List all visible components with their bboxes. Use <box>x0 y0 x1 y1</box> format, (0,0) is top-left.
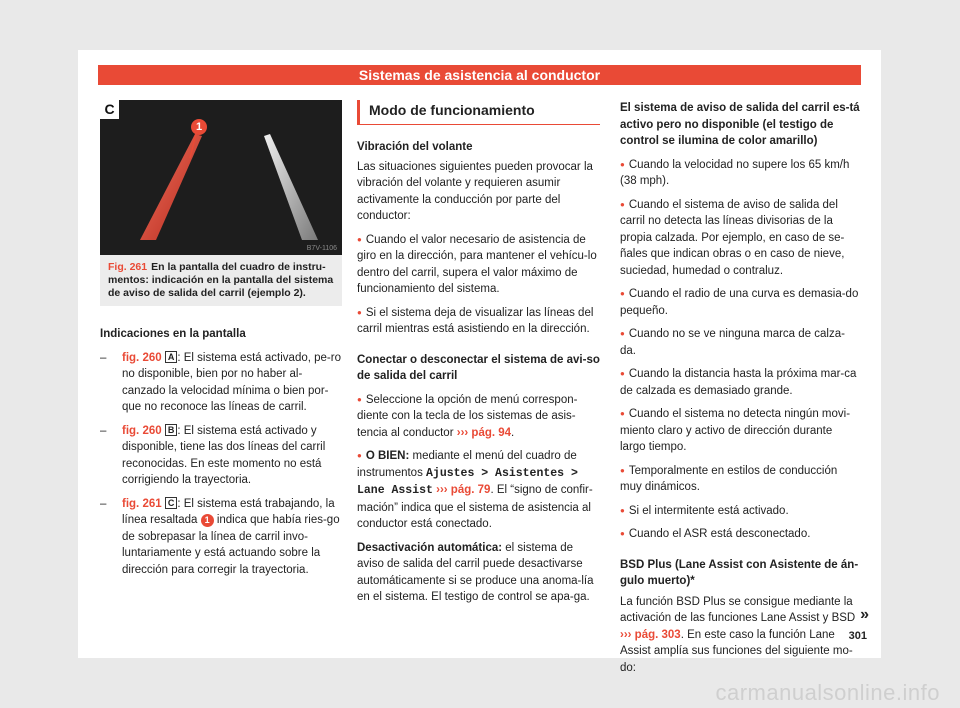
paragraph-text: el sistema de aviso de salida del carril puede desactivarse automáticamente si se produce una anoma-lía en el sistema. El testigo de control se apa-ga. <box>357 541 594 603</box>
indications-heading: Indicaciones en la pantalla <box>100 328 246 340</box>
bullet-item: ● Cuando el ASR está desconectado. <box>620 526 860 543</box>
indication-item <box>100 350 342 416</box>
bullet-item: ● Cuando el radio de una curva es demasia-do pequeño. <box>620 286 860 319</box>
figure-code: B7V-1106 <box>306 245 337 252</box>
figure-label-box: C <box>165 497 178 509</box>
watermark: carmanualsonline.info <box>715 680 940 705</box>
page-header: Sistemas de asistencia al conductor <box>98 65 861 85</box>
indication-item <box>100 423 342 489</box>
paragraph: Las situaciones siguientes pueden provocar la vibración del volante y requieren asumir activamente la conducción por parte del conductor: <box>357 160 593 222</box>
menu-path: Ajustes > Asistentes > Lane Assist <box>357 466 578 497</box>
bullet-text: mediante el menú del cuadro de instrumentos <box>357 450 577 479</box>
continued-marker: » <box>860 606 869 623</box>
figure-link[interactable]: fig. 260 <box>122 424 162 437</box>
bullet-item: ● Cuando la velocidad no supere los 65 km/h (38 mph). <box>620 157 860 190</box>
page-number: 301 <box>848 630 867 642</box>
left-column <box>100 100 342 578</box>
indication-text: : El sistema está activado, pe-ro no disponible, bien por no haber al-canzado la velocidad mínima o bien por-que no reconoce las líneas de carril. <box>122 351 341 413</box>
figure-label-box: B <box>165 424 178 436</box>
figure-caption-text: En la pantalla del cuadro de instru-mentos: indicación en la pantalla del sistema de aviso de salida del carril (ejemplo 2). <box>108 261 334 299</box>
subheading: BSD Plus (Lane Assist con Asistente de án-gulo muerto)* <box>620 558 859 587</box>
dash-marker: – <box>100 424 107 437</box>
bullet-item: ● Cuando el sistema de aviso de salida del carril no detecta las líneas divisorias de la propia calzada. Por ejemplo, en caso de se-ñales que indican obras o en caso de nieve, suciedad, humedad o contraluz. <box>620 197 860 280</box>
bullet-item: ● Cuando el sistema no detecta ningún movi-miento claro y activo de dirección durante largo tiempo. <box>620 406 860 456</box>
page-link[interactable]: ››› pág. 94 <box>456 426 512 439</box>
paragraph <box>620 594 860 677</box>
dash-marker: – <box>100 497 107 510</box>
right-column <box>620 100 860 676</box>
lane-display-illustration <box>100 100 342 255</box>
subheading: El sistema de aviso de salida del carril es-tá activo pero no disponible (el testigo de control se ilumina de color amarillo) <box>620 102 860 147</box>
bullet-item: ● Cuando el valor necesario de asistencia de giro en la dirección, para mantener el vehícu-lo dentro del carril, supera el valor máximo de funcionamiento del sistema. <box>357 232 600 298</box>
middle-column <box>357 100 600 606</box>
bullet-text: . El “signo de confir-mación” indica que el sistema de asistencia al conductor está conectado. <box>357 484 593 530</box>
figure-letter-label: C <box>100 100 119 119</box>
subheading: Conectar o desconectar el sistema de avi-so de salida del carril <box>357 353 600 382</box>
bullet-item: ● Si el sistema deja de visualizar las líneas del carril mientras está asistiendo en la dirección. <box>357 305 600 338</box>
indication-text: : El sistema está activado y disponible, tiene las dos líneas del carril reconocidas. En este momento no está corrigiendo la trayectoria. <box>122 424 326 486</box>
figure-label-box: A <box>165 351 178 363</box>
figure-caption-number: Fig. 261 <box>108 261 148 273</box>
paragraph-text: La función BSD Plus se consigue mediante la activación de las funciones Lane Assist y BSD <box>620 595 856 624</box>
section-title: Modo de funcionamiento <box>357 100 600 125</box>
bullet-item: ● Cuando la distancia hasta la próxima mar-ca de calzada es demasiado grande. <box>620 366 860 399</box>
bullet-item: ● Cuando no se ve ninguna marca de calza-da. <box>620 326 860 359</box>
page-link[interactable]: ››› pág. 303 <box>620 628 681 641</box>
bullet-bold: O BIEN: <box>365 450 410 462</box>
page-link[interactable]: ››› pág. 79 <box>432 484 491 496</box>
callout-marker: 1 <box>201 514 214 527</box>
bullet-item: ● Temporalmente en estilos de conducción muy dinámicos. <box>620 463 860 496</box>
bullet-text: Seleccione la opción de menú correspon-diente con la tecla de los sistemas de asis-tencia al conductor <box>357 393 578 439</box>
bullet-text: . <box>511 426 515 439</box>
bullet-item <box>357 392 600 442</box>
figure-link[interactable]: fig. 261 <box>122 497 162 510</box>
dash-marker: – <box>100 351 107 364</box>
bullet-item: ● Si el intermitente está activado. <box>620 503 860 520</box>
subheading: Vibración del volante <box>357 141 473 153</box>
manual-page <box>78 50 881 674</box>
indication-item <box>100 496 342 579</box>
paragraph <box>357 540 600 606</box>
bullet-item <box>357 448 600 533</box>
figure-link[interactable]: fig. 260 <box>122 351 162 364</box>
figure-caption <box>100 255 342 306</box>
figure-261 <box>100 100 342 255</box>
indication-text: : El sistema está trabajando, la línea resaltada <box>122 497 335 526</box>
callout-marker: 1 <box>191 119 207 135</box>
paragraph-text: . En este caso la función Lane Assist amplía sus funciones del siguiente mo-do: <box>620 628 853 674</box>
paragraph-bold: Desactivación automática: <box>357 541 503 554</box>
indication-text: indica que había ries-go de sobrepasar la línea de carril invo-luntariamente y está actuando sobre la dirección para corregir la trayectoria. <box>122 514 340 576</box>
right-lane-line <box>264 134 318 240</box>
